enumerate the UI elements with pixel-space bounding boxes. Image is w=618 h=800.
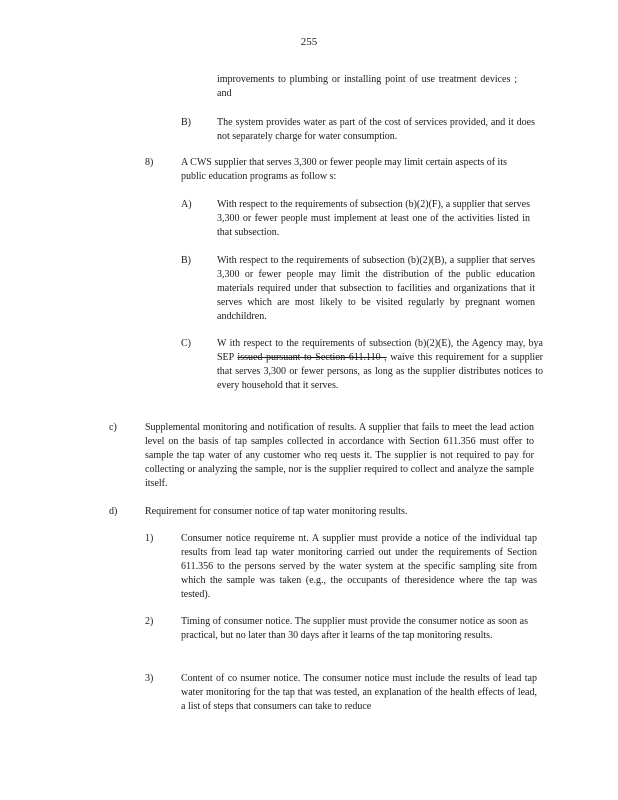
item-text-d: Requirement for consumer notice of tap water monitoring results. [145, 506, 408, 517]
item-label-3: 3) [145, 673, 154, 684]
struck-text: issued pursuant to Section 611.110 , [237, 352, 387, 363]
item-label-d: d) [109, 506, 118, 517]
item-label-c: c) [109, 422, 117, 433]
item-label-2: 2) [145, 616, 154, 627]
page-number: 255 [300, 36, 318, 48]
item-text-a: With respect to the requirements of subsection (b)(2)(F), a supplier that serves 3,300 or fewer people must implement at least one of the activities listed in that subsection. [217, 199, 530, 238]
item-text-c: Supplemental monitoring and notification of results. A supplier that fails to meet the lead action level on the basis of tap samples collected in accordance with Section 611.356 must offer to sample the tap water of any customer who req uests it. The supplier is not required to pay for collecting or analyzing the sample, nor is the supplier required to collect and analyze the sample itself. [145, 422, 534, 489]
text-after-strike: waive this requirement for a supplier that serves 3,300 or fewer persons, as long as the supplier distributes notices to every household that it serves. [217, 352, 543, 391]
item-text-b-1: The system provides water as part of the cost of services provided, and it does not separately charge for water consumption. [217, 117, 535, 142]
text-before-strike: W ith respect to the requirements of subsection (b)(2)(E), the Agency may, bya SEP [217, 338, 543, 363]
item-label-b-2: B) [181, 255, 191, 266]
item-label-b-1: B) [181, 117, 191, 128]
item-text-8: A CWS supplier that serves 3,300 or fewer people may limit certain aspects of its public education programs as follow s: [181, 157, 507, 182]
item-label-8: 8) [145, 157, 154, 168]
item-label-a: A) [181, 199, 192, 210]
item-text-3: Content of co nsumer notice. The consumer notice must include the results of lead tap water monitoring for the tap that was tested, an explanation of the health effects of lead, a list of steps that consumers can take to reduce [181, 673, 537, 712]
item-text-b-2: With respect to the requirements of subsection (b)(2)(B), a supplier that serves 3,300 or fewer people may limit the distribution of the public education materials required under that subsection to facilities and organizations that it serves which are most likely to be visited regularly by pregnant women andchildren. [217, 255, 535, 322]
item-text-2: Timing of consumer notice. The supplier must provide the consumer notice as soon as practical, but no later than 30 days after it learns of the tap monitoring results. [181, 616, 528, 641]
item-text-1: Consumer notice requireme nt. A supplier must provide a notice of the individual tap results from lead tap water monitoring carried out under the requirements of Section 611.356 to the persons served by the water system at the specific sampling site from which the sample was taken (e.g., the occupants of theresidence where the tap was tested). [181, 533, 537, 600]
item-label-1: 1) [145, 533, 154, 544]
item-label-c-upper: C) [181, 338, 191, 349]
paragraph-continuation: improvements to plumbing or installing point of use treatment devices ; and [217, 74, 517, 99]
item-text-c-upper [217, 337, 543, 393]
